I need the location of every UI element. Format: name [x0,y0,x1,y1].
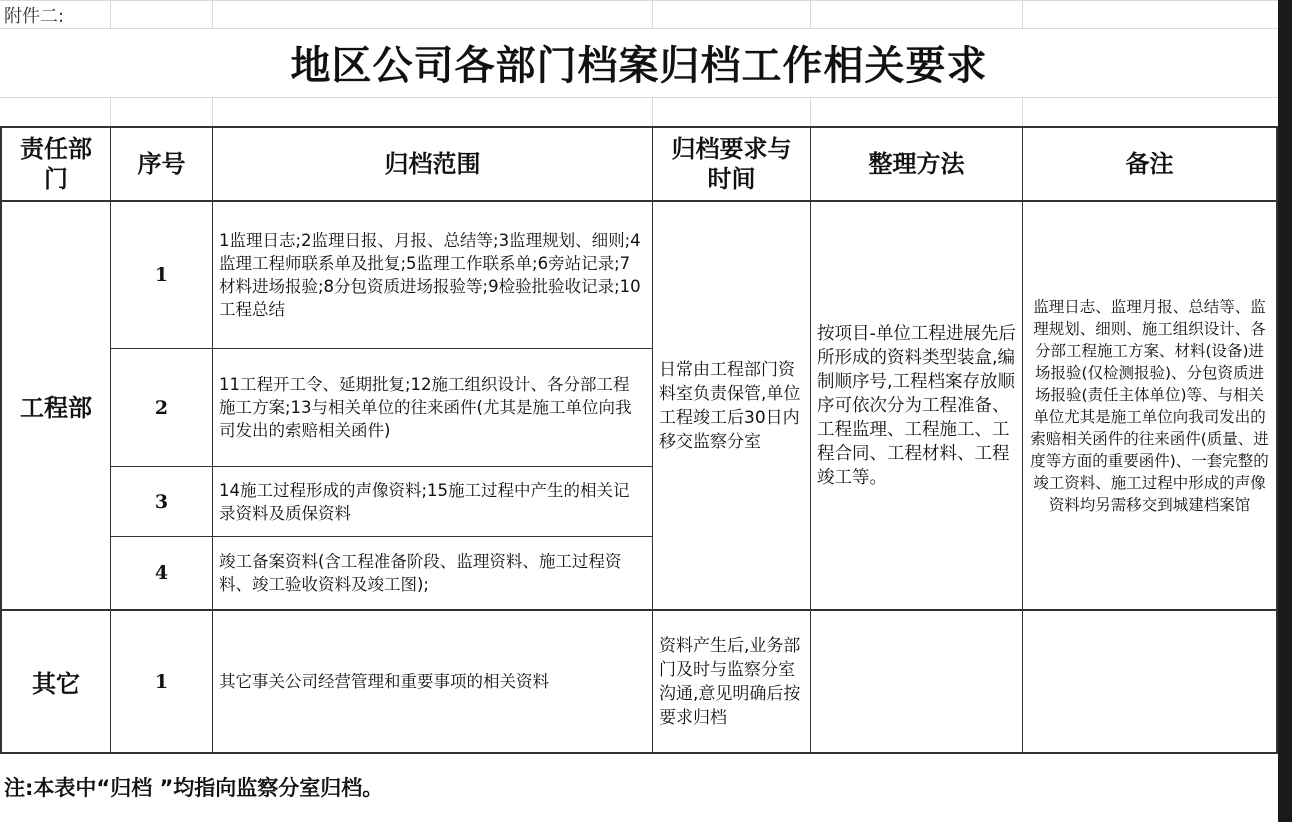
grid-line [110,97,111,127]
header-note: 备注 [1125,150,1174,178]
row-scope: 竣工备案资料(含工程准备阶段、监理资料、施工过程资料、竣工验收资料及竣工图); [219,552,622,594]
dept-engineering: 工程部 [20,394,92,422]
row-seq: 2 [154,396,169,419]
grid-line [212,97,213,127]
row-seq: 3 [154,490,169,513]
dept-other: 其它 [32,670,80,698]
table-border [1276,126,1278,754]
header-requirement: 归档要求与 时间 [671,135,792,193]
table-border [0,752,1278,754]
attachment-label: 附件二: [4,6,65,27]
grid-line [810,0,811,28]
row-scope: 其它事关公司经营管理和重要事项的相关资料 [219,672,549,691]
grid-line [1022,97,1023,127]
grid-line [110,0,111,28]
row-scope: 14施工过程形成的声像资料;15施工过程中产生的相关记录资料及质保资料 [219,480,630,523]
engineering-requirement: 日常由工程部门资料室负责保管,单位工程竣工后30日内移交监察分室 [659,359,801,452]
grid-line [1022,0,1023,28]
grid-line [212,0,213,28]
header-seq: 序号 [137,150,186,178]
other-requirement: 资料产生后,业务部门及时与监察分室沟通,意见明确后按要求归档 [659,635,801,728]
row-seq: 4 [154,562,169,584]
row-scope: 11工程开工令、延期批复;12施工组织设计、各分部工程施工方案;13与相关单位的往来函件(尤其是施工单位向我司发出的索赔相关函件) [219,375,632,440]
row-seq: 1 [154,670,169,693]
grid-line [652,0,653,28]
footer-note: 注:本表中“归档 ”均指向监察分室归档。 [4,776,384,800]
header-dept: 责任部 门 [20,135,92,193]
page-title: 地区公司各部门档案归档工作相关要求 [290,42,988,89]
grid-line [0,28,1278,29]
engineering-note: 监理日志、监理月报、总结等、监理规划、细则、施工组织设计、各分部工程施工方案、材料(设备)进场报验(仅检测报验)、分包资质进场报验(责任主体单位)等、与相关单位尤其是施工单位向我司发出的索赔相关函件的往来函件(质量、进度等方面的重要函件)、一套完整的竣工资料、施工过程中形成的声像资料均另需移交到城建档案馆 [1030,297,1269,514]
header-method: 整理方法 [868,150,965,178]
row-scope: 1监理日志;2监理日报、月报、总结等;3监理规划、细则;4监理工程师联系单及批复;5监理工作联系单;6旁站记录;7材料进场报验;8分包资质进场报验等;9检验批验收记录;10工程总结 [219,231,641,319]
grid-line [652,97,653,127]
header-scope: 归档范围 [384,150,481,178]
grid-line [0,97,1278,98]
grid-line [0,0,1278,1]
grid-line [810,97,811,127]
row-seq: 1 [154,264,169,286]
engineering-method: 按项目-单位工程进展先后所形成的资料类型装盒,编制顺序号,工程档案存放顺序可依次分为工程准备、工程监理、工程施工、工程合同、工程材料、工程竣工等。 [817,323,1016,488]
